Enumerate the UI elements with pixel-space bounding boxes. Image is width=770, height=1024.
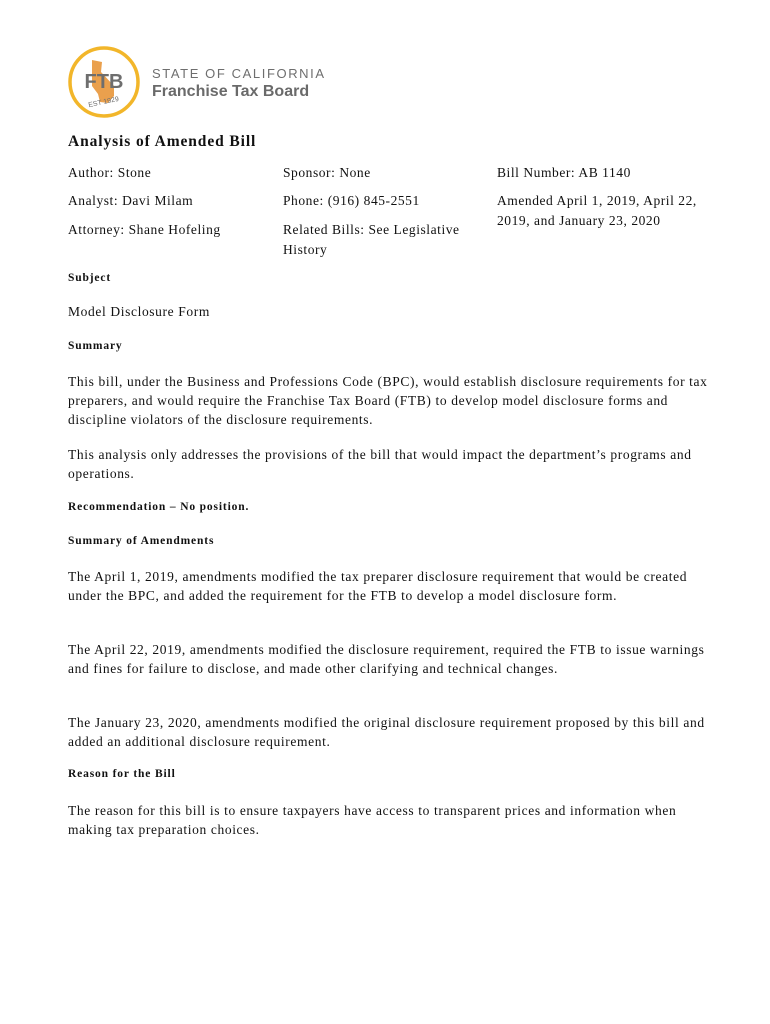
related-bills-field: Related Bills: See Legislative History: [283, 222, 460, 257]
summary-paragraph-2: This analysis only addresses the provisions of the bill that would impact the department’s programs and operations.: [68, 447, 692, 481]
recommendation-heading: Recommendation – No position.: [68, 501, 250, 513]
logo-est: EST 1929: [87, 95, 120, 110]
analyst-field: Analyst: Davi Milam: [68, 193, 194, 208]
bill-number-field: Bill Number: AB 1140: [497, 165, 631, 180]
amendments-paragraph-3: The January 23, 2020, amendments modified the original disclosure requirement proposed by this bill and added an additional disclosure requirement.: [68, 715, 705, 749]
agency-name: Franchise Tax Board: [152, 83, 310, 100]
reason-heading: Reason for the Bill: [68, 768, 176, 780]
amended-dates-field: Amended April 1, 2019, April 22, 2019, and January 23, 2020: [497, 193, 697, 228]
sponsor-field: Sponsor: None: [283, 165, 371, 180]
phone-field: Phone: (916) 845-2551: [283, 193, 420, 208]
author-field: Author: Stone: [68, 165, 152, 180]
summary-heading: Summary: [68, 340, 123, 352]
amendments-paragraph-2: The April 22, 2019, amendments modified the disclosure requirement, required the FTB to issue warnings and fines for failure to disclose, and made other clarifying and technical changes.: [68, 642, 705, 676]
subject-heading: Subject: [68, 272, 112, 284]
subject-text: Model Disclosure Form: [68, 304, 211, 319]
logo-text: FTB: [84, 71, 124, 93]
amendments-paragraph-1: The April 1, 2019, amendments modified the tax preparer disclosure requirement that would be created under the BPC, and added the requirement for the FTB to develop a model disclosure form.: [68, 569, 688, 603]
reason-paragraph: The reason for this bill is to ensure taxpayers have access to transparent prices and information when making tax preparation choices.: [68, 803, 677, 837]
state-label: STATE OF CALIFORNIA: [152, 66, 326, 81]
summary-paragraph-1: This bill, under the Business and Professions Code (BPC), would establish disclosure requirements for tax preparers, and would require the Franchise Tax Board (FTB) to develop model disclosure forms and discipline violators of the disclosure requirements.: [68, 374, 708, 427]
attorney-field: Attorney: Shane Hofeling: [68, 222, 221, 237]
amendments-heading: Summary of Amendments: [68, 535, 215, 547]
document-title: Analysis of Amended Bill: [68, 133, 257, 150]
ftb-logo: [68, 46, 140, 118]
org-block: [152, 66, 326, 102]
ftb-seal-icon: [68, 46, 140, 118]
